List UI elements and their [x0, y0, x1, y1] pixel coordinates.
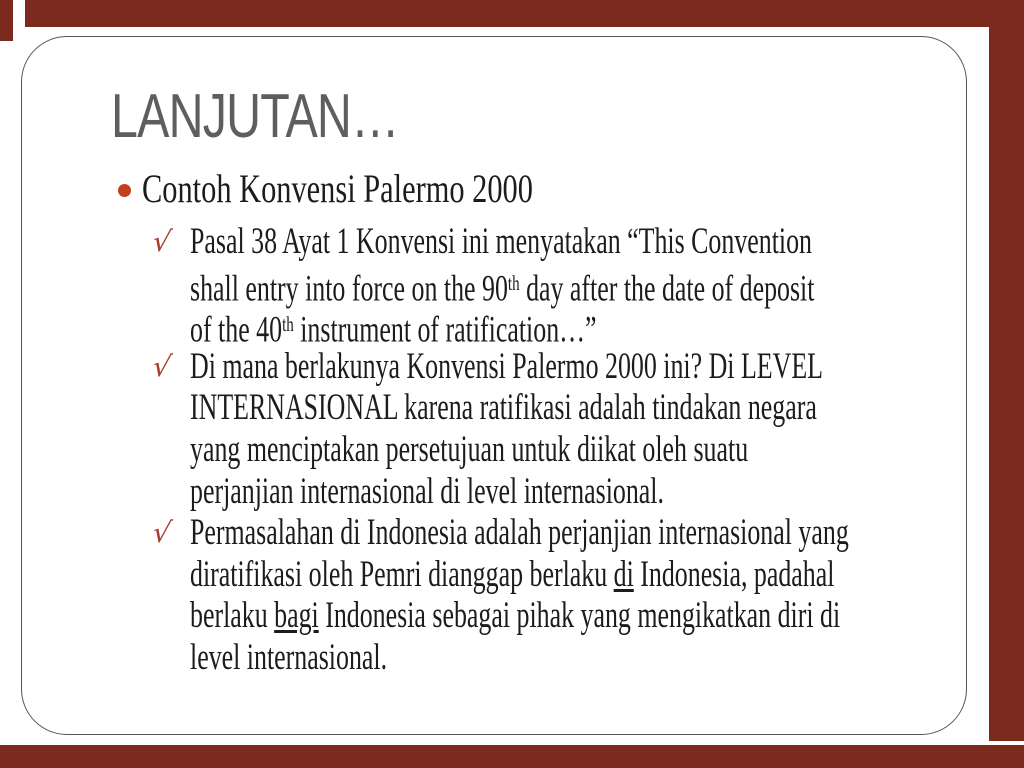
text-segment: perjanjian internasional di level internasional.: [190, 470, 664, 512]
body-lines: [0, 221, 1024, 679]
text-segment-group: [190, 554, 834, 596]
superscript-text: th: [282, 312, 294, 337]
text-segment: Indonesia sebagai pihak yang mengikatkan diri di: [318, 595, 841, 637]
text-line: [0, 637, 1024, 679]
text-line: [0, 429, 1024, 471]
text-segment-group: [190, 429, 748, 471]
text-segment: instrument of ratification…”: [293, 309, 597, 351]
text-segment: Indonesia, padahal: [633, 553, 835, 595]
player-frame-top: [25, 0, 1024, 27]
text-segment: level internasional.: [190, 636, 388, 678]
text-segment: INTERNASIONAL karena ratifikasi adalah tindakan negara: [190, 387, 817, 429]
text-segment-group: [190, 595, 840, 637]
text-segment: day after the date of deposit: [519, 268, 815, 310]
slide-title: LANJUTAN…: [111, 82, 399, 151]
main-bullet-text: Contoh Konvensi Palermo 2000: [142, 166, 533, 211]
radical-bullet-icon: √: [150, 225, 174, 258]
text-segment: Di mana berlakunya Konvensi Palermo 2000 ini? Di LEVEL: [190, 345, 823, 387]
text-segment: shall entry into force on the 90: [190, 268, 508, 310]
text-segment-group: [190, 387, 817, 429]
text-segment-group: [190, 304, 597, 351]
text-segment-group: [190, 637, 387, 679]
text-segment: berlaku: [190, 595, 275, 637]
text-line: [0, 346, 1024, 388]
text-segment: Permasalahan di Indonesia adalah perjanjian internasional yang: [190, 512, 849, 554]
text-segment: diratifikasi oleh Pemri dianggap berlaku: [190, 553, 614, 595]
text-line: [0, 387, 1024, 429]
text-line: [0, 512, 1024, 554]
player-frame-bottom: [0, 745, 1024, 768]
bullet-dot-icon: [118, 184, 131, 197]
underlined-text: bagi: [274, 595, 319, 637]
text-line: [0, 221, 1024, 263]
text-segment: of the 40: [190, 309, 283, 351]
superscript-text: th: [507, 270, 520, 295]
text-segment-group: [190, 346, 823, 388]
text-segment-group: [190, 263, 815, 310]
text-line: [0, 471, 1024, 513]
text-segment-group: [190, 471, 664, 513]
text-line: [0, 304, 1024, 351]
player-frame-corner: [0, 0, 13, 41]
text-line: [0, 595, 1024, 637]
text-segment-group: [190, 512, 849, 554]
radical-bullet-icon: √: [150, 349, 174, 383]
text-line: [0, 263, 1024, 310]
underlined-text: di: [613, 553, 634, 595]
text-segment: Pasal 38 Ayat 1 Konvensi ini menyatakan “This Convention: [190, 221, 813, 262]
text-line: [0, 554, 1024, 596]
radical-bullet-icon: √: [150, 516, 174, 550]
text-segment-group: [190, 221, 812, 263]
text-segment: yang menciptakan persetujuan untuk diikat oleh suatu: [190, 428, 749, 470]
